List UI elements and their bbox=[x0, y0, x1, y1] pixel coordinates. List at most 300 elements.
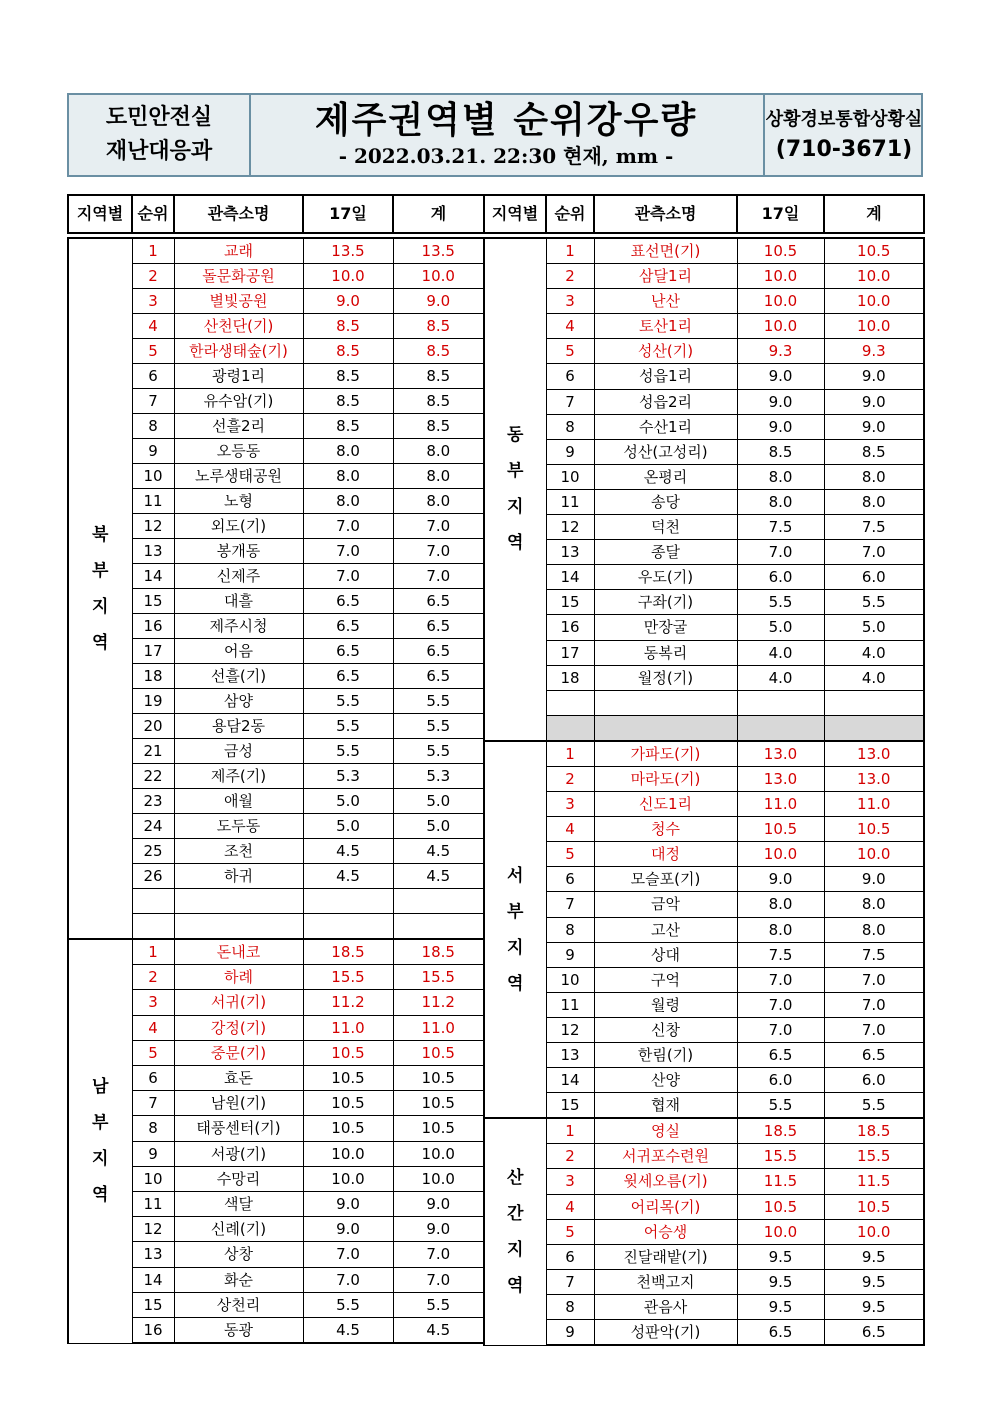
cell-day: 10.5 bbox=[303, 1040, 393, 1065]
cell-day: 8.0 bbox=[303, 464, 393, 489]
region-char: 부 bbox=[92, 1113, 109, 1134]
cell-rank: 5 bbox=[546, 842, 594, 867]
cell-rank: 1 bbox=[546, 238, 594, 264]
right-ranking-table bbox=[483, 194, 925, 1346]
table-row bbox=[484, 690, 924, 715]
cell-total: 5.3 bbox=[393, 764, 484, 789]
cell-rank: 3 bbox=[132, 289, 174, 314]
cell-station: 고산 bbox=[594, 917, 737, 942]
cell-rank: 11 bbox=[546, 992, 594, 1017]
cell-rank: 22 bbox=[132, 764, 174, 789]
cell-station: 만장굴 bbox=[594, 615, 737, 640]
cell-total: 10.0 bbox=[824, 314, 924, 339]
cell-total: 9.0 bbox=[824, 364, 924, 389]
cell-rank: 3 bbox=[546, 289, 594, 314]
cell-day: 9.0 bbox=[737, 867, 824, 892]
cell-station: 송당 bbox=[594, 489, 737, 514]
cell-day: 8.0 bbox=[303, 439, 393, 464]
cell-total: 13.5 bbox=[393, 238, 484, 264]
cell-rank: 14 bbox=[132, 564, 174, 589]
table-row bbox=[484, 1093, 924, 1119]
table-row bbox=[484, 1043, 924, 1068]
table-row bbox=[484, 439, 924, 464]
cell-total: 8.0 bbox=[393, 464, 484, 489]
cell-total: 8.0 bbox=[824, 917, 924, 942]
table-row bbox=[484, 515, 924, 540]
cell-rank: 7 bbox=[132, 1091, 174, 1116]
department-block bbox=[69, 95, 251, 175]
cell-total: 10.0 bbox=[393, 1141, 484, 1166]
cell-station: 외도(기) bbox=[174, 514, 303, 539]
cell-total: 11.0 bbox=[393, 1015, 484, 1040]
cell-day: 18.5 bbox=[303, 939, 393, 965]
cell-station: 대정 bbox=[594, 842, 737, 867]
table-row bbox=[484, 1294, 924, 1319]
cell-rank: 6 bbox=[546, 867, 594, 892]
cell-rank: 9 bbox=[546, 942, 594, 967]
cell-station: 우도(기) bbox=[594, 565, 737, 590]
cell-day: 6.5 bbox=[303, 614, 393, 639]
cell-total: 5.0 bbox=[393, 789, 484, 814]
cell-rank: 13 bbox=[546, 540, 594, 565]
cell-station: 성산(기) bbox=[594, 339, 737, 364]
cell-station: 조천 bbox=[174, 839, 303, 864]
cell-day: 7.0 bbox=[737, 992, 824, 1017]
cell-station: 진달래밭(기) bbox=[594, 1244, 737, 1269]
cell-rank: 7 bbox=[546, 1269, 594, 1294]
cell-day: 6.5 bbox=[737, 1320, 824, 1346]
cell-station: 어리목(기) bbox=[594, 1194, 737, 1219]
cell-total: 7.0 bbox=[824, 1017, 924, 1042]
cell-day: 9.0 bbox=[737, 364, 824, 389]
cell-station: 어음 bbox=[174, 639, 303, 664]
cell-day: 6.0 bbox=[737, 1068, 824, 1093]
col-header-day: 17일 bbox=[737, 195, 824, 233]
region-label-south bbox=[68, 939, 132, 1343]
cell-rank: 8 bbox=[546, 414, 594, 439]
cell-station: 수망리 bbox=[174, 1166, 303, 1191]
cell-total: 10.0 bbox=[824, 264, 924, 289]
cell-station: 한림(기) bbox=[594, 1043, 737, 1068]
cell-station: 협재 bbox=[594, 1093, 737, 1119]
cell-total: 15.5 bbox=[393, 965, 484, 990]
cell-day: 11.0 bbox=[303, 1015, 393, 1040]
cell-rank: 5 bbox=[546, 1219, 594, 1244]
cell-station: 제주시청 bbox=[174, 614, 303, 639]
cell-total: 10.5 bbox=[393, 1091, 484, 1116]
cell-total: 9.5 bbox=[824, 1294, 924, 1319]
cell-rank: 12 bbox=[546, 515, 594, 540]
left-ranking-panel bbox=[67, 194, 485, 1344]
region-char: 부 bbox=[507, 461, 524, 482]
cell-station: 노형 bbox=[174, 489, 303, 514]
cell-day: 6.5 bbox=[303, 664, 393, 689]
cell-total: 7.0 bbox=[393, 539, 484, 564]
cell-total: 10.5 bbox=[393, 1040, 484, 1065]
cell-station: 오등동 bbox=[174, 439, 303, 464]
cell-day: 9.0 bbox=[303, 1192, 393, 1217]
cell-day: 10.5 bbox=[737, 1194, 824, 1219]
cell-day: 7.0 bbox=[303, 564, 393, 589]
cell-rank: 25 bbox=[132, 839, 174, 864]
cell-day bbox=[303, 914, 393, 940]
table-row bbox=[484, 917, 924, 942]
col-header-day: 17일 bbox=[303, 195, 393, 233]
cell-station: 색달 bbox=[174, 1192, 303, 1217]
cell-total: 5.5 bbox=[393, 689, 484, 714]
col-header-region: 지역별 bbox=[68, 195, 132, 233]
office-name: 상황경보통합상황실 bbox=[765, 109, 923, 130]
region-char: 지 bbox=[507, 1239, 524, 1260]
cell-station: 삼양 bbox=[174, 689, 303, 714]
cell-rank: 1 bbox=[132, 238, 174, 264]
cell-total: 5.5 bbox=[393, 1292, 484, 1317]
cell-rank: 16 bbox=[132, 1318, 174, 1344]
region-char: 부 bbox=[92, 560, 109, 581]
cell-station: 구억 bbox=[594, 967, 737, 992]
table-row bbox=[484, 665, 924, 690]
table-row bbox=[484, 540, 924, 565]
cell-station: 도두동 bbox=[174, 814, 303, 839]
cell-station: 마라도(기) bbox=[594, 766, 737, 791]
cell-rank: 7 bbox=[546, 892, 594, 917]
cell-total: 6.0 bbox=[824, 565, 924, 590]
cell-day: 7.0 bbox=[737, 1017, 824, 1042]
region-char: 역 bbox=[507, 1275, 524, 1296]
col-header-rank: 순위 bbox=[132, 195, 174, 233]
cell-day: 5.0 bbox=[737, 615, 824, 640]
cell-station: 토산1리 bbox=[594, 314, 737, 339]
cell-total: 8.0 bbox=[393, 489, 484, 514]
region-char: 지 bbox=[92, 1149, 109, 1170]
cell-day: 8.5 bbox=[737, 439, 824, 464]
region-char: 역 bbox=[507, 973, 524, 994]
cell-station: 표선면(기) bbox=[594, 238, 737, 264]
cell-station: 신례(기) bbox=[174, 1217, 303, 1242]
cell-total: 13.0 bbox=[824, 766, 924, 791]
cell-station: 상창 bbox=[174, 1242, 303, 1267]
cell-rank: 21 bbox=[132, 739, 174, 764]
region-char: 서 bbox=[507, 865, 524, 886]
region-char: 북 bbox=[92, 524, 109, 545]
cell-rank bbox=[546, 690, 594, 715]
cell-rank: 8 bbox=[132, 414, 174, 439]
cell-day: 6.5 bbox=[303, 589, 393, 614]
cell-rank: 12 bbox=[546, 1017, 594, 1042]
cell-total: 8.0 bbox=[393, 439, 484, 464]
cell-total bbox=[393, 889, 484, 914]
cell-total: 7.5 bbox=[824, 515, 924, 540]
cell-station: 모슬포(기) bbox=[594, 867, 737, 892]
table-row bbox=[484, 892, 924, 917]
cell-rank: 2 bbox=[546, 264, 594, 289]
cell-total: 9.0 bbox=[393, 289, 484, 314]
cell-day: 18.5 bbox=[737, 1118, 824, 1144]
cell-station: 애월 bbox=[174, 789, 303, 814]
cell-rank: 14 bbox=[132, 1267, 174, 1292]
cell-day: 10.0 bbox=[303, 264, 393, 289]
table-row bbox=[484, 967, 924, 992]
cell-day: 9.5 bbox=[737, 1269, 824, 1294]
cell-rank: 20 bbox=[132, 714, 174, 739]
cell-total: 10.5 bbox=[824, 238, 924, 264]
table-row bbox=[484, 1118, 924, 1144]
cell-day: 5.5 bbox=[303, 739, 393, 764]
cell-total: 4.0 bbox=[824, 640, 924, 665]
cell-station: 신제주 bbox=[174, 564, 303, 589]
cell-station: 돌문화공원 bbox=[174, 264, 303, 289]
cell-rank: 10 bbox=[546, 967, 594, 992]
cell-station: 가파도(기) bbox=[594, 741, 737, 767]
cell-station: 동복리 bbox=[594, 640, 737, 665]
cell-total: 6.5 bbox=[393, 664, 484, 689]
cell-total: 9.3 bbox=[824, 339, 924, 364]
region-label-north bbox=[68, 238, 132, 939]
cell-day: 4.0 bbox=[737, 640, 824, 665]
cell-rank: 4 bbox=[132, 314, 174, 339]
cell-day: 7.0 bbox=[737, 540, 824, 565]
cell-station: 성산(고성리) bbox=[594, 439, 737, 464]
cell-rank: 14 bbox=[546, 565, 594, 590]
cell-day: 8.5 bbox=[303, 339, 393, 364]
cell-station: 산양 bbox=[594, 1068, 737, 1093]
cell-rank: 1 bbox=[546, 1118, 594, 1144]
region-char: 역 bbox=[507, 533, 524, 554]
cell-rank: 3 bbox=[546, 1169, 594, 1194]
region-label-mountain bbox=[484, 1118, 546, 1345]
cell-day: 10.5 bbox=[737, 238, 824, 264]
table-row bbox=[484, 842, 924, 867]
table-row bbox=[68, 939, 484, 965]
table-row bbox=[484, 867, 924, 892]
cell-day bbox=[737, 690, 824, 715]
table-header-row bbox=[68, 195, 484, 233]
region-char: 역 bbox=[92, 632, 109, 653]
cell-rank: 17 bbox=[546, 640, 594, 665]
cell-day: 8.5 bbox=[303, 414, 393, 439]
title-block bbox=[249, 95, 763, 175]
cell-day: 7.0 bbox=[303, 539, 393, 564]
cell-rank: 1 bbox=[132, 939, 174, 965]
table-row bbox=[484, 414, 924, 439]
col-header-station: 관측소명 bbox=[174, 195, 303, 233]
cell-rank: 10 bbox=[132, 1166, 174, 1191]
cell-station: 하귀 bbox=[174, 864, 303, 889]
cell-total: 9.5 bbox=[824, 1269, 924, 1294]
col-header-total: 계 bbox=[393, 195, 484, 233]
cell-station: 윗세오름(기) bbox=[594, 1169, 737, 1194]
cell-total: 5.5 bbox=[393, 739, 484, 764]
table-row bbox=[484, 741, 924, 767]
table-row bbox=[484, 314, 924, 339]
cell-rank: 11 bbox=[132, 489, 174, 514]
cell-day: 10.0 bbox=[303, 1141, 393, 1166]
table-row bbox=[484, 1269, 924, 1294]
cell-rank: 12 bbox=[132, 514, 174, 539]
cell-station: 금성 bbox=[174, 739, 303, 764]
region-char: 남 bbox=[92, 1077, 109, 1098]
cell-day: 13.0 bbox=[737, 766, 824, 791]
right-ranking-panel bbox=[483, 194, 925, 1346]
cell-day: 5.5 bbox=[737, 1093, 824, 1119]
contact-block bbox=[763, 95, 923, 175]
cell-total: 4.5 bbox=[393, 864, 484, 889]
cell-station: 하례 bbox=[174, 965, 303, 990]
cell-rank: 11 bbox=[132, 1192, 174, 1217]
cell-total: 7.0 bbox=[393, 514, 484, 539]
cell-station bbox=[174, 889, 303, 914]
cell-total: 5.0 bbox=[824, 615, 924, 640]
cell-day: 8.0 bbox=[737, 892, 824, 917]
cell-total: 6.5 bbox=[824, 1320, 924, 1346]
cell-total bbox=[824, 690, 924, 715]
cell-total: 10.0 bbox=[824, 842, 924, 867]
cell-day: 10.0 bbox=[737, 289, 824, 314]
cell-station: 제주(기) bbox=[174, 764, 303, 789]
cell-total: 10.0 bbox=[393, 1166, 484, 1191]
cell-rank: 16 bbox=[132, 614, 174, 639]
cell-total: 18.5 bbox=[393, 939, 484, 965]
cell-total: 10.0 bbox=[824, 1219, 924, 1244]
cell-total: 11.2 bbox=[393, 990, 484, 1015]
table-header-row bbox=[484, 195, 924, 233]
cell-day: 9.0 bbox=[303, 1217, 393, 1242]
cell-total: 5.5 bbox=[393, 714, 484, 739]
cell-day bbox=[303, 889, 393, 914]
table-row bbox=[484, 565, 924, 590]
cell-rank: 17 bbox=[132, 639, 174, 664]
cell-station: 난산 bbox=[594, 289, 737, 314]
cell-day: 15.5 bbox=[303, 965, 393, 990]
region-char: 동 bbox=[507, 425, 524, 446]
cell-total: 11.0 bbox=[824, 792, 924, 817]
cell-station: 돈내코 bbox=[174, 939, 303, 965]
cell-day: 10.0 bbox=[737, 264, 824, 289]
report-header bbox=[67, 93, 923, 177]
table-row bbox=[484, 389, 924, 414]
cell-day: 6.0 bbox=[737, 565, 824, 590]
cell-station: 상대 bbox=[594, 942, 737, 967]
cell-total: 7.0 bbox=[393, 564, 484, 589]
cell-day: 5.5 bbox=[303, 1292, 393, 1317]
cell-station: 금악 bbox=[594, 892, 737, 917]
cell-total: 7.0 bbox=[824, 967, 924, 992]
region-label-east bbox=[484, 238, 546, 741]
cell-total: 8.5 bbox=[393, 314, 484, 339]
cell-day: 5.5 bbox=[737, 590, 824, 615]
cell-rank: 14 bbox=[546, 1068, 594, 1093]
cell-day: 10.5 bbox=[303, 1091, 393, 1116]
cell-day: 13.0 bbox=[737, 741, 824, 767]
cell-station: 온평리 bbox=[594, 464, 737, 489]
cell-total: 9.0 bbox=[824, 867, 924, 892]
cell-rank: 26 bbox=[132, 864, 174, 889]
cell-station: 서귀포수련원 bbox=[594, 1144, 737, 1169]
cell-rank: 12 bbox=[132, 1217, 174, 1242]
cell-rank: 13 bbox=[132, 1242, 174, 1267]
cell-day: 10.0 bbox=[737, 1219, 824, 1244]
cell-rank bbox=[546, 715, 594, 741]
table-row bbox=[484, 339, 924, 364]
cell-day: 9.5 bbox=[737, 1244, 824, 1269]
cell-station: 영실 bbox=[594, 1118, 737, 1144]
cell-station: 청수 bbox=[594, 817, 737, 842]
cell-station bbox=[594, 690, 737, 715]
cell-day: 10.5 bbox=[303, 1066, 393, 1091]
cell-rank: 9 bbox=[132, 439, 174, 464]
table-row bbox=[68, 238, 484, 264]
cell-total: 6.5 bbox=[824, 1043, 924, 1068]
cell-day: 7.0 bbox=[303, 1242, 393, 1267]
cell-day: 6.5 bbox=[303, 639, 393, 664]
cell-total: 5.5 bbox=[824, 590, 924, 615]
cell-station: 천백고지 bbox=[594, 1269, 737, 1294]
col-header-station: 관측소명 bbox=[594, 195, 737, 233]
left-table-body bbox=[68, 238, 484, 1343]
cell-station: 상천리 bbox=[174, 1292, 303, 1317]
cell-day: 7.5 bbox=[737, 942, 824, 967]
cell-total: 6.5 bbox=[393, 589, 484, 614]
cell-station: 월령 bbox=[594, 992, 737, 1017]
cell-rank: 2 bbox=[132, 264, 174, 289]
cell-day: 8.0 bbox=[737, 489, 824, 514]
cell-day: 4.5 bbox=[303, 864, 393, 889]
table-row bbox=[484, 817, 924, 842]
col-header-rank: 순위 bbox=[546, 195, 594, 233]
cell-station bbox=[594, 715, 737, 741]
cell-day: 7.0 bbox=[303, 514, 393, 539]
region-char: 산 bbox=[507, 1167, 524, 1188]
table-row bbox=[484, 1068, 924, 1093]
cell-day: 9.0 bbox=[303, 289, 393, 314]
cell-day: 8.0 bbox=[737, 464, 824, 489]
cell-total: 7.5 bbox=[824, 942, 924, 967]
cell-rank: 6 bbox=[132, 1066, 174, 1091]
cell-day bbox=[737, 715, 824, 741]
table-row bbox=[484, 1219, 924, 1244]
table-row bbox=[484, 238, 924, 264]
cell-total: 9.0 bbox=[393, 1217, 484, 1242]
cell-station: 덕천 bbox=[594, 515, 737, 540]
col-header-total: 계 bbox=[824, 195, 924, 233]
table-row bbox=[484, 615, 924, 640]
cell-rank: 4 bbox=[132, 1015, 174, 1040]
cell-day: 5.5 bbox=[303, 714, 393, 739]
cell-total: 18.5 bbox=[824, 1118, 924, 1144]
cell-total: 9.5 bbox=[824, 1244, 924, 1269]
cell-station: 중문(기) bbox=[174, 1040, 303, 1065]
cell-total: 9.0 bbox=[393, 1192, 484, 1217]
cell-station bbox=[174, 914, 303, 940]
cell-rank: 3 bbox=[132, 990, 174, 1015]
cell-rank: 10 bbox=[546, 464, 594, 489]
table-row bbox=[484, 1144, 924, 1169]
cell-total: 8.5 bbox=[824, 439, 924, 464]
table-row bbox=[484, 766, 924, 791]
cell-station: 화순 bbox=[174, 1267, 303, 1292]
table-row bbox=[484, 640, 924, 665]
left-ranking-table bbox=[67, 194, 485, 1344]
cell-rank: 8 bbox=[546, 1294, 594, 1319]
cell-station: 용담2동 bbox=[174, 714, 303, 739]
cell-day: 9.0 bbox=[737, 414, 824, 439]
cell-rank: 13 bbox=[132, 539, 174, 564]
cell-rank: 10 bbox=[132, 464, 174, 489]
table-row bbox=[484, 1320, 924, 1346]
cell-station: 별빛공원 bbox=[174, 289, 303, 314]
cell-rank: 3 bbox=[546, 792, 594, 817]
cell-station: 선흘2리 bbox=[174, 414, 303, 439]
